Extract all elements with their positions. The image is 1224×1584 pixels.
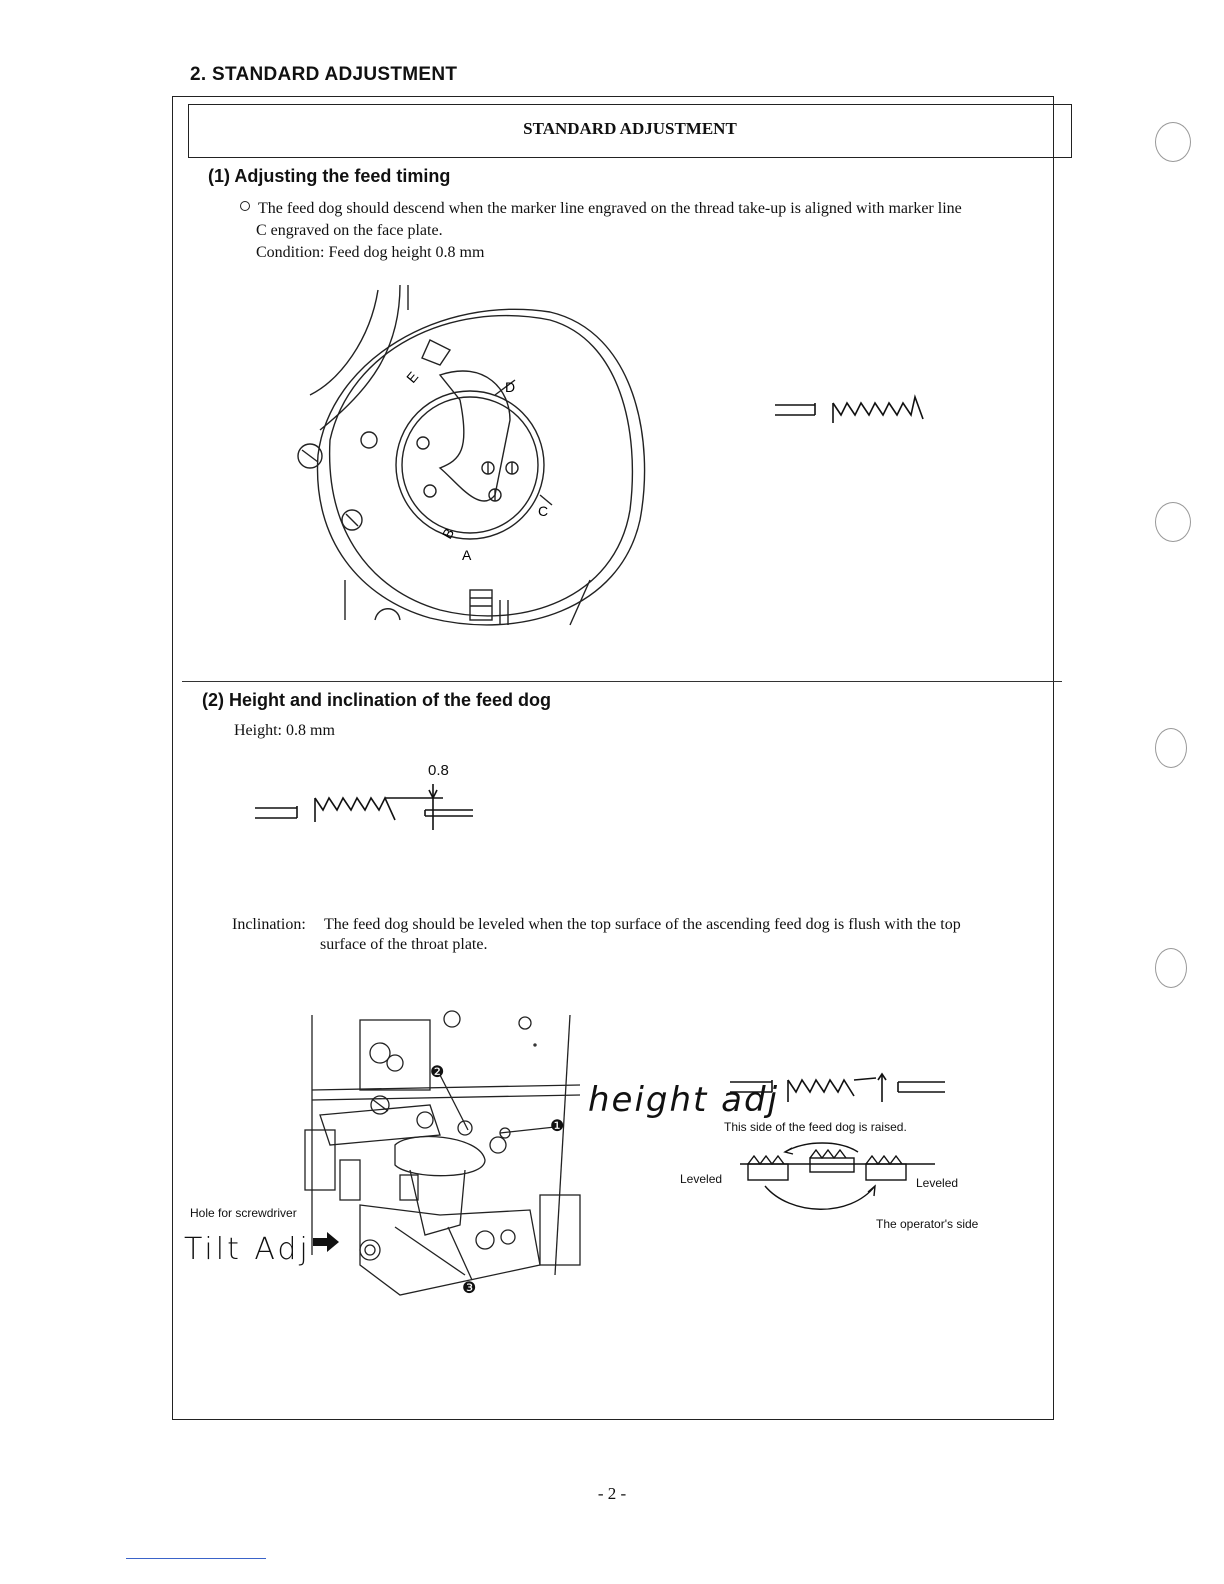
binder-hole bbox=[1155, 728, 1187, 768]
section-heading: 2. STANDARD ADJUSTMENT bbox=[190, 64, 458, 85]
leveled-diagram bbox=[740, 1146, 940, 1216]
operator-side-label: The operator's side bbox=[876, 1217, 979, 1231]
label-B: B bbox=[438, 525, 458, 542]
callout-one: ❶ bbox=[550, 1118, 565, 1135]
page-number: - 2 - bbox=[597, 1484, 627, 1503]
section2-heading: (2) Height and inclination of the feed dog bbox=[202, 690, 551, 710]
binder-hole bbox=[1155, 502, 1191, 542]
leveled-right-label: Leveled bbox=[916, 1176, 959, 1190]
section1-heading: (1) Adjusting the feed timing bbox=[208, 166, 451, 186]
binder-hole bbox=[1155, 122, 1191, 162]
label-D: D bbox=[505, 379, 516, 395]
raised-side-label: This side of the feed dog is raised. bbox=[724, 1120, 907, 1134]
label-A: A bbox=[462, 547, 472, 563]
feed-mechanism-figure bbox=[300, 1005, 600, 1305]
inclination-label: Inclination: bbox=[232, 916, 306, 933]
arrow-right-icon bbox=[313, 1230, 343, 1254]
bullet-icon bbox=[240, 201, 250, 211]
section-divider bbox=[182, 681, 1062, 682]
callout-three: ❸ bbox=[462, 1280, 477, 1297]
leveled-left-label: Leveled bbox=[680, 1172, 723, 1186]
section1-condition: Condition: Feed dog height 0.8 mm bbox=[256, 244, 485, 261]
section2-height: Height: 0.8 mm bbox=[234, 722, 335, 739]
feed-dog-height-profile bbox=[255, 780, 495, 830]
feed-dog-timing-profile bbox=[775, 395, 945, 435]
hole-for-screwdriver-label: Hole for screwdriver bbox=[190, 1206, 297, 1220]
callout-two: ❷ bbox=[430, 1064, 445, 1081]
bottom-rule bbox=[126, 1558, 266, 1559]
label-C: C bbox=[538, 503, 549, 519]
frame-title-bar bbox=[188, 104, 1072, 158]
section1-bullet-line1: The feed dog should descend when the marker line engraved on the thread take-up is aligned with marker line bbox=[258, 200, 962, 217]
label-E: E bbox=[403, 368, 422, 386]
frame-title: STANDARD ADJUSTMENT bbox=[523, 119, 737, 138]
face-plate-figure bbox=[290, 280, 690, 640]
section1-bullet-line2: C engraved on the face plate. bbox=[256, 222, 443, 239]
handwritten-height-adj: height adj bbox=[588, 1080, 780, 1120]
feed-dog-raised-profile bbox=[730, 1072, 950, 1112]
inclination-line2: surface of the throat plate. bbox=[320, 936, 488, 953]
binder-hole bbox=[1155, 948, 1187, 988]
height-value-label: 0.8 bbox=[428, 762, 449, 779]
inclination-line1: The feed dog should be leveled when the top surface of the ascending feed dog is flush with the top bbox=[324, 916, 961, 933]
section1-bullet bbox=[240, 198, 962, 220]
handwritten-tilt-adj: Tilt Adj bbox=[184, 1232, 311, 1267]
